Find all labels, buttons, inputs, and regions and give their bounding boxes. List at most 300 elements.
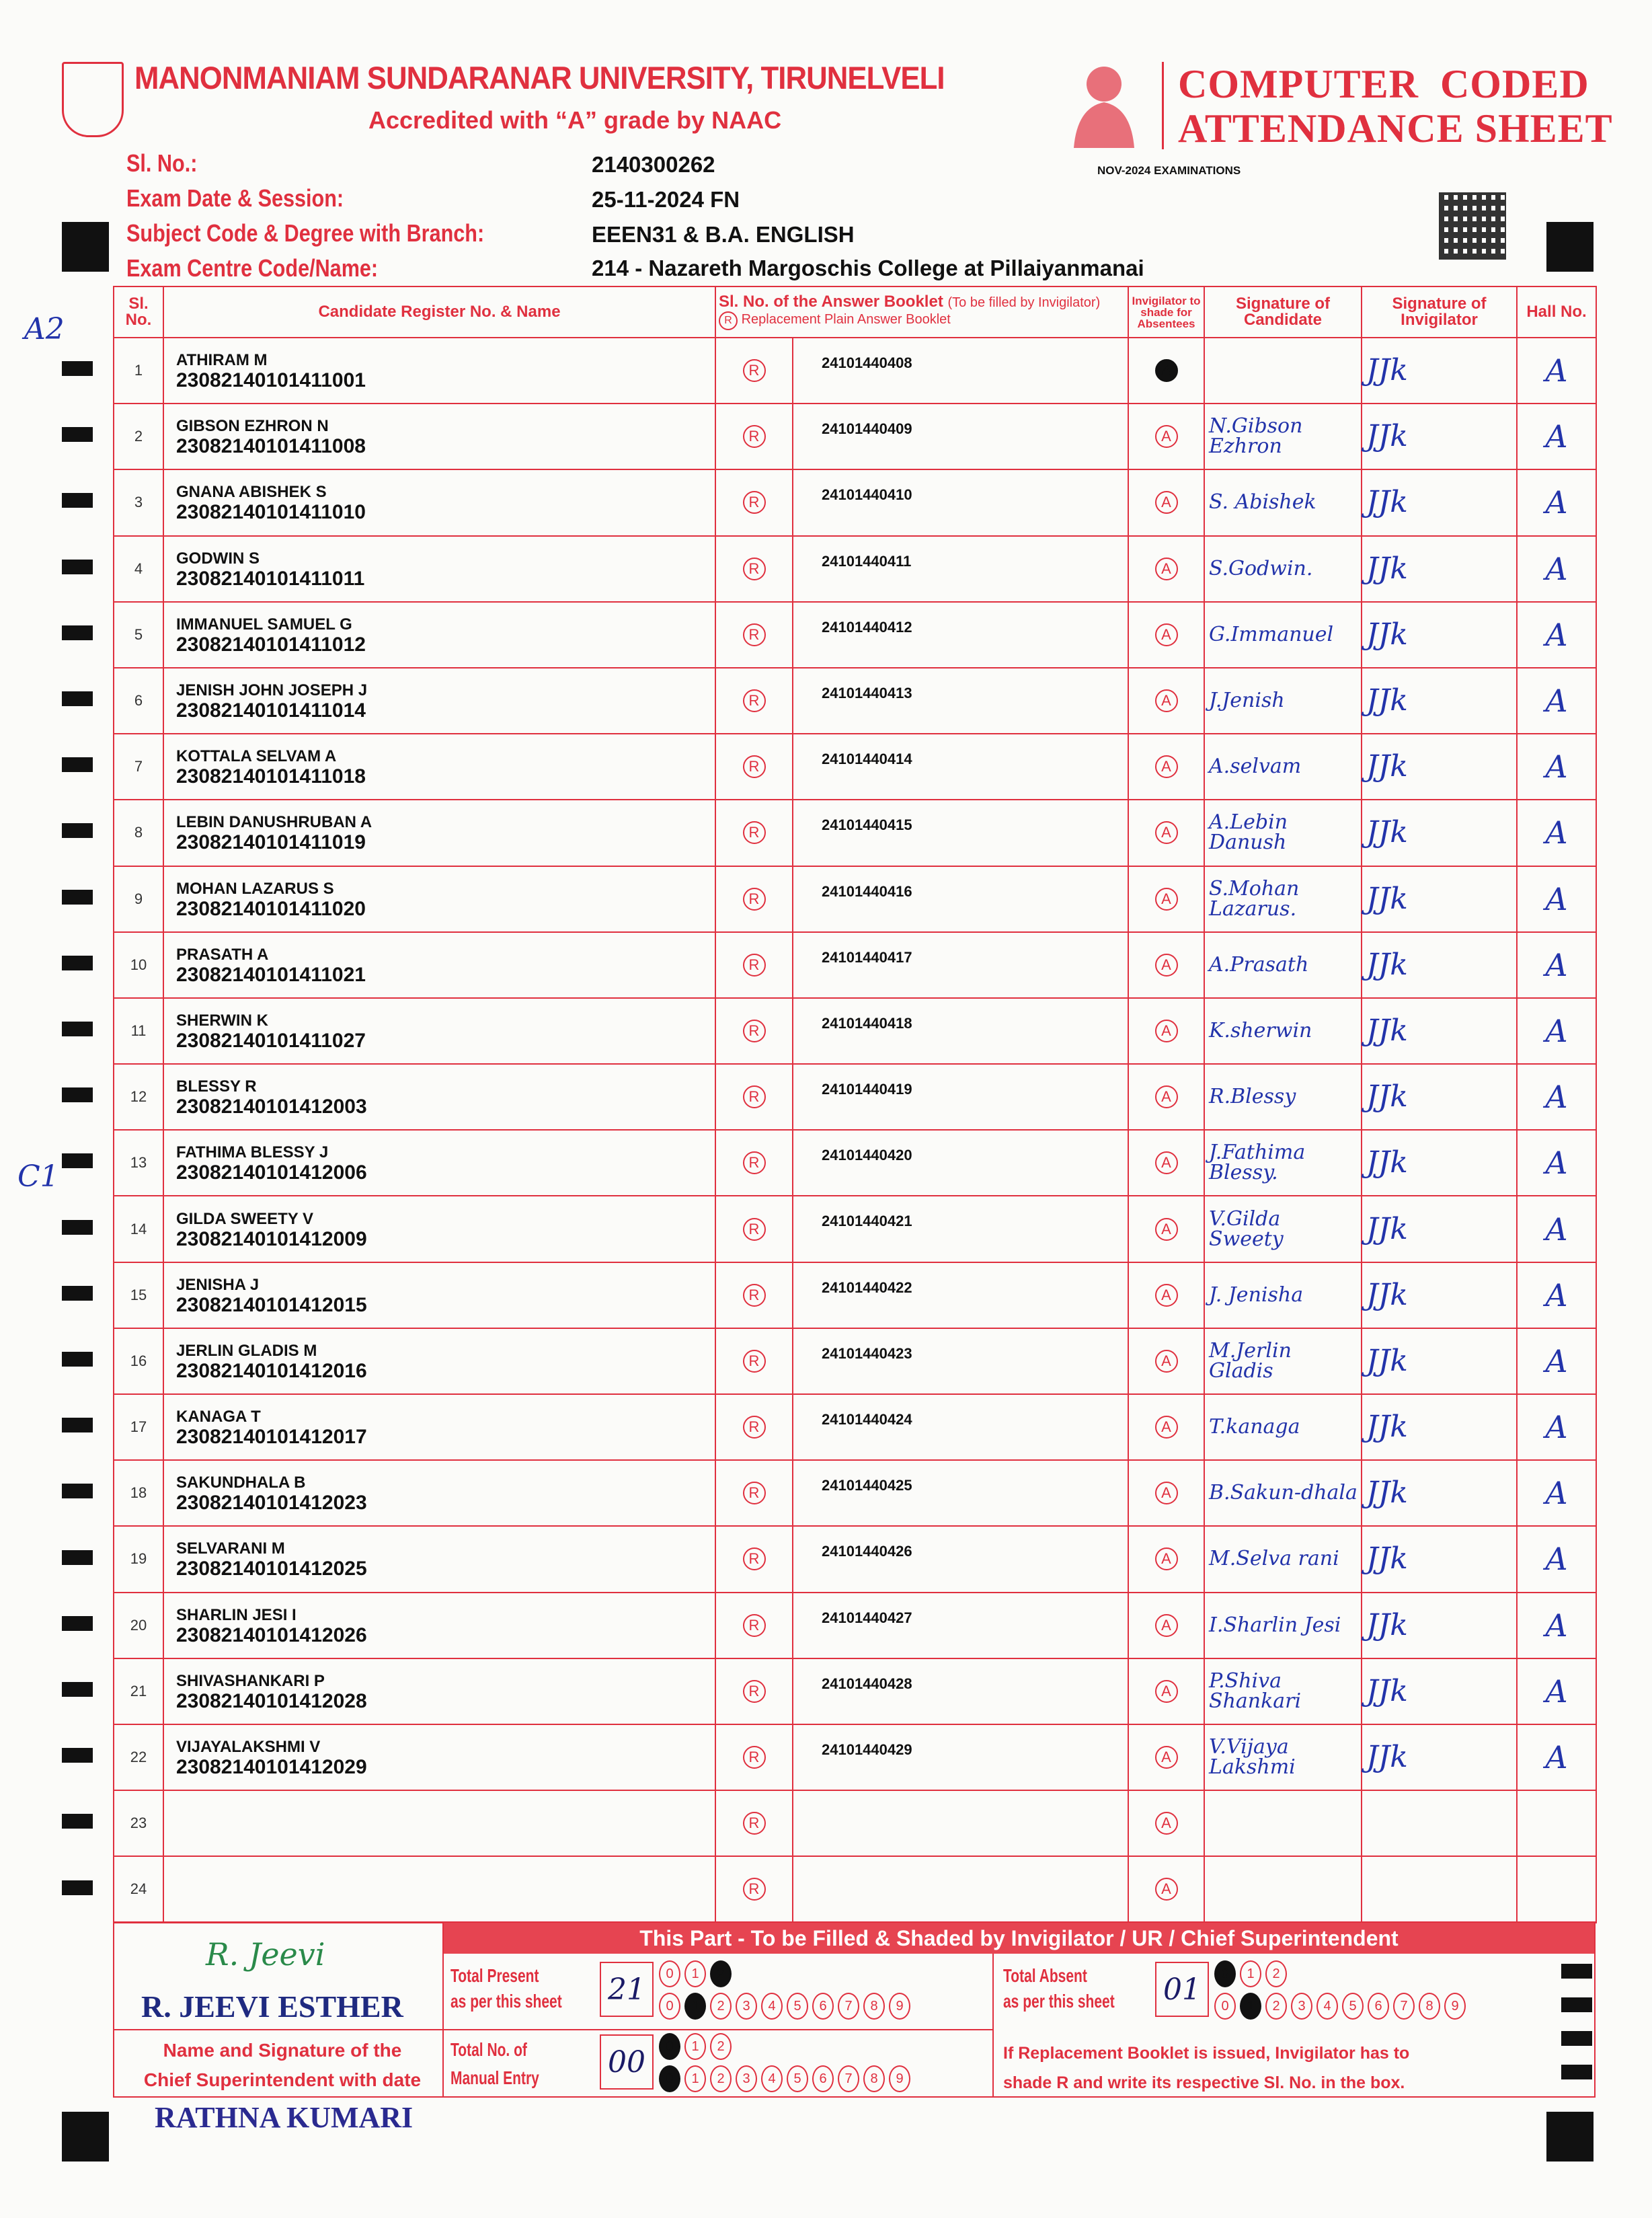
replacement-bubble[interactable]: R <box>743 1878 766 1901</box>
timing-mark <box>62 625 93 640</box>
replacement-bubble[interactable]: R <box>743 1284 766 1307</box>
candidate-signature <box>1204 1790 1362 1856</box>
divider <box>114 2029 992 2030</box>
hall-number: A <box>1517 1064 1596 1130</box>
digit-bubble[interactable]: 1 <box>684 1960 706 1987</box>
hall-number: A <box>1517 800 1596 866</box>
hall-number: A <box>1517 338 1596 404</box>
replacement-cell[interactable] <box>715 998 793 1064</box>
absentee-bubble[interactable]: A <box>1155 558 1178 580</box>
table-row <box>114 1724 1596 1790</box>
timing-mark <box>62 1814 93 1829</box>
timing-mark <box>62 956 93 970</box>
row-sl: 10 <box>114 932 163 998</box>
absentee-cell[interactable] <box>1128 998 1204 1064</box>
table-row <box>114 469 1596 535</box>
replacement-label: Replacement Plain Answer Booklet <box>741 312 951 327</box>
absentee-bubble[interactable]: A <box>1155 1614 1178 1637</box>
absentee-bubble[interactable]: A <box>1155 1218 1178 1241</box>
absentee-cell[interactable] <box>1128 1790 1204 1856</box>
replacement-bubble[interactable]: R <box>743 1020 766 1042</box>
hall-number: A <box>1517 998 1596 1064</box>
timing-mark <box>62 1087 93 1102</box>
hall-number: A <box>1517 404 1596 469</box>
footer-section <box>113 1921 1596 2134</box>
absentee-bubble[interactable]: A <box>1155 1482 1178 1504</box>
replacement-bubble[interactable]: R <box>743 359 766 382</box>
booklet-number[interactable]: 24101440418 <box>793 998 1128 1064</box>
centre-value: 214 - Nazareth Margoschis College at Pillaiyanmanai <box>592 256 1144 280</box>
present-label-2: as per this sheet <box>450 1991 562 2012</box>
absentee-cell[interactable] <box>1128 1130 1204 1196</box>
absentee-bubble[interactable]: A <box>1155 821 1178 844</box>
timing-mark <box>62 1418 93 1432</box>
digit-bubble[interactable]: 7 <box>838 2065 859 2092</box>
replacement-bubble[interactable]: R <box>743 1482 766 1504</box>
table-row <box>114 536 1596 602</box>
digit-bubble[interactable]: 2 <box>710 1960 732 1987</box>
manual-box[interactable]: 00 <box>600 2034 654 2090</box>
absentee-cell[interactable] <box>1128 404 1204 469</box>
register-number: 23082140101412025 <box>176 1558 367 1580</box>
booklet-note: (To be filled by Invigilator) <box>947 295 1101 310</box>
table-row <box>114 1658 1596 1724</box>
booklet-number[interactable]: 24101440429 <box>793 1724 1128 1790</box>
replacement-bubble[interactable]: R <box>743 1547 766 1570</box>
booklet-number[interactable]: 24101440413 <box>793 668 1128 734</box>
replacement-cell[interactable] <box>715 1064 793 1130</box>
candidate-cell <box>163 338 715 404</box>
absent-label-1: Total Absent <box>1003 1965 1087 1986</box>
candidate-name: MOHAN LAZARUS S <box>176 879 334 898</box>
digit-bubble[interactable]: 2 <box>1265 1993 1287 2020</box>
absentee-bubble[interactable]: A <box>1155 425 1178 448</box>
register-number: 23082140101412006 <box>176 1161 367 1184</box>
row-sl: 7 <box>114 734 163 800</box>
replacement-bubble[interactable]: R <box>743 1746 766 1769</box>
invigilator-signature: R. Jeevi <box>206 1936 325 1973</box>
present-units-bubbles[interactable] <box>659 1993 910 2020</box>
candidate-name: PRASATH A <box>176 945 269 964</box>
absentee-cell[interactable] <box>1128 800 1204 866</box>
digit-bubble[interactable]: 9 <box>889 2065 910 2092</box>
sheet-title <box>1178 62 1613 151</box>
digit-bubble[interactable]: 4 <box>761 1993 783 2020</box>
candidate-signature <box>1204 1856 1362 1922</box>
absentee-bubble[interactable]: A <box>1155 1284 1178 1307</box>
absentee-cell[interactable] <box>1128 1262 1204 1328</box>
replacement-bubble[interactable]: R <box>743 1350 766 1373</box>
replacement-bubble[interactable]: R <box>743 1416 766 1439</box>
absentee-cell[interactable] <box>1128 668 1204 734</box>
candidate-cell <box>163 1658 715 1724</box>
candidate-name: GODWIN S <box>176 549 260 568</box>
absentee-bubble[interactable]: A <box>1155 888 1178 911</box>
digit-bubble[interactable]: 1 <box>684 2033 706 2060</box>
register-number: 23082140101412017 <box>176 1426 367 1449</box>
replacement-cell[interactable] <box>715 1460 793 1526</box>
row-sl: 9 <box>114 866 163 932</box>
absentee-cell[interactable] <box>1128 932 1204 998</box>
booklet-number[interactable]: 24101440408 <box>793 338 1128 404</box>
replacement-bubble[interactable]: R <box>743 1680 766 1703</box>
qr-code <box>1439 192 1506 260</box>
digit-bubble[interactable]: 2 <box>710 1993 732 2020</box>
booklet-number[interactable]: 24101440427 <box>793 1593 1128 1658</box>
replacement-bubble[interactable]: R <box>743 558 766 580</box>
timing-mark <box>62 1880 93 1895</box>
row-sl: 19 <box>114 1526 163 1592</box>
digit-bubble[interactable]: 5 <box>787 1993 808 2020</box>
invigilator-signature: JJk <box>1362 734 1517 800</box>
digit-bubble[interactable]: 4 <box>1316 1993 1338 2020</box>
digit-bubble[interactable]: 2 <box>710 2033 732 2060</box>
absentee-cell[interactable] <box>1128 1328 1204 1394</box>
register-number: 23082140101411021 <box>176 963 366 986</box>
manual-tens-bubbles[interactable] <box>659 2033 732 2060</box>
invigilator-signature: JJk <box>1362 1724 1517 1790</box>
booklet-number[interactable]: 24101440422 <box>793 1262 1128 1328</box>
digit-bubble[interactable]: 8 <box>863 1993 885 2020</box>
replacement-bubble[interactable]: R <box>743 491 766 514</box>
present-label <box>450 1963 562 2014</box>
replacement-bubble[interactable]: R <box>743 1085 766 1108</box>
booklet-number[interactable]: 24101440425 <box>793 1460 1128 1526</box>
absentee-bubble[interactable]: A <box>1155 1812 1178 1835</box>
candidate-signature: M.Jerlin Gladis <box>1204 1328 1362 1394</box>
replacement-bubble[interactable]: R <box>743 1614 766 1637</box>
replacement-bubble[interactable]: R <box>743 755 766 778</box>
candidate-signature: S.Godwin. <box>1204 536 1362 602</box>
candidate-name: IMMANUEL SAMUEL G <box>176 615 352 634</box>
candidate-name: BLESSY R <box>176 1077 257 1096</box>
replacement-bubble[interactable]: R <box>743 1218 766 1241</box>
replacement-cell[interactable] <box>715 1394 793 1460</box>
absentee-cell[interactable] <box>1128 1658 1204 1724</box>
absentee-bubble[interactable]: A <box>1155 1746 1178 1769</box>
digit-bubble[interactable]: 0 <box>659 1960 680 1987</box>
digit-bubble[interactable]: 2 <box>710 2065 732 2092</box>
col-hall: Hall No. <box>1517 286 1596 338</box>
digit-bubble[interactable]: 9 <box>1444 1993 1466 2020</box>
timing-mark <box>62 1616 93 1631</box>
candidate-signature: S. Abishek <box>1204 469 1362 535</box>
absent-units-bubbles[interactable] <box>1214 1993 1466 2020</box>
booklet-number[interactable]: 24101440424 <box>793 1394 1128 1460</box>
timing-mark <box>62 1022 93 1036</box>
booklet-number[interactable]: 24101440412 <box>793 602 1128 668</box>
replacement-cell[interactable] <box>715 734 793 800</box>
row-sl: 8 <box>114 800 163 866</box>
digit-bubble[interactable]: 6 <box>812 2065 834 2092</box>
row-sl: 4 <box>114 536 163 602</box>
table-row <box>114 1526 1596 1592</box>
candidate-name: GIBSON EZHRON N <box>176 417 329 436</box>
digit-bubble[interactable]: 8 <box>863 2065 885 2092</box>
invigilator-signature: JJk <box>1362 469 1517 535</box>
invigilator-signature: JJk <box>1362 1064 1517 1130</box>
absentee-bubble[interactable]: A <box>1155 954 1178 977</box>
footer-band: This Part - To be Filled & Shaded by Invigilator / UR / Chief Superintendent <box>444 1923 1594 1954</box>
candidate-cell <box>163 1328 715 1394</box>
divider <box>442 1923 444 2096</box>
candidate-signature: M.Selva rani <box>1204 1526 1362 1592</box>
absentee-bubble[interactable]: A <box>1155 623 1178 646</box>
absentee-bubble[interactable]: A <box>1155 755 1178 778</box>
sheet-title-line2: ATTENDANCE SHEET <box>1178 106 1613 151</box>
invigilator-signature: JJk <box>1362 602 1517 668</box>
replacement-cell[interactable] <box>715 1196 793 1262</box>
timing-mark <box>62 757 93 772</box>
attendance-table <box>113 286 1597 1923</box>
digit-bubble[interactable]: 6 <box>812 1993 834 2020</box>
timing-mark <box>62 890 93 905</box>
absentee-cell[interactable] <box>1128 1526 1204 1592</box>
absentee-cell[interactable] <box>1128 1394 1204 1460</box>
digit-bubble[interactable]: 1 <box>1240 1960 1261 1987</box>
digit-bubble[interactable]: 1 <box>1240 1993 1261 2020</box>
absentee-bubble[interactable]: A <box>1155 1151 1178 1174</box>
replacement-cell[interactable] <box>715 866 793 932</box>
register-number: 23082140101412028 <box>176 1689 367 1712</box>
r-symbol: R <box>719 311 738 330</box>
replacement-bubble[interactable]: R <box>743 1812 766 1835</box>
chief-stamp: RATHNA KUMARI <box>155 2101 414 2134</box>
absentee-bubble[interactable]: A <box>1155 359 1178 382</box>
booklet-number[interactable]: 24101440423 <box>793 1328 1128 1394</box>
booklet-number[interactable]: 24101440411 <box>793 536 1128 602</box>
replacement-bubble[interactable]: R <box>743 821 766 844</box>
absentee-cell[interactable] <box>1128 536 1204 602</box>
hall-number: A <box>1517 668 1596 734</box>
register-number: 23082140101412023 <box>176 1492 367 1515</box>
candidate-cell <box>163 1262 715 1328</box>
replacement-cell[interactable] <box>715 1790 793 1856</box>
absentee-bubble[interactable]: A <box>1155 1547 1178 1570</box>
replacement-cell[interactable] <box>715 404 793 469</box>
replacement-cell[interactable] <box>715 469 793 535</box>
replacement-cell[interactable] <box>715 1593 793 1658</box>
candidate-cell <box>163 602 715 668</box>
replacement-cell[interactable] <box>715 602 793 668</box>
absentee-cell[interactable] <box>1128 734 1204 800</box>
table-row <box>114 1790 1596 1856</box>
replacement-bubble[interactable]: R <box>743 425 766 448</box>
candidate-cell <box>163 734 715 800</box>
corner-mark <box>62 2112 109 2162</box>
digit-bubble[interactable]: 4 <box>761 2065 783 2092</box>
candidate-name: VIJAYALAKSHMI V <box>176 1738 321 1757</box>
booklet-number[interactable]: 24101440419 <box>793 1064 1128 1130</box>
replacement-cell[interactable] <box>715 338 793 404</box>
candidate-cell <box>163 1856 715 1922</box>
digit-bubble[interactable]: 6 <box>1368 1993 1389 2020</box>
booklet-number[interactable]: 24101440416 <box>793 866 1128 932</box>
candidate-cell <box>163 866 715 932</box>
booklet-number[interactable]: 24101440428 <box>793 1658 1128 1724</box>
digit-bubble[interactable]: 7 <box>1393 1993 1415 2020</box>
digit-bubble[interactable]: 3 <box>736 1993 757 2020</box>
booklet-number[interactable]: 24101440409 <box>793 404 1128 469</box>
candidate-signature: A.Prasath <box>1204 932 1362 998</box>
timing-mark <box>62 1153 93 1168</box>
replacement-cell[interactable] <box>715 1328 793 1394</box>
invigilator-signature: JJk <box>1362 1460 1517 1526</box>
absent-box[interactable]: 01 <box>1155 1962 1209 2017</box>
candidate-cell <box>163 668 715 734</box>
absentee-bubble[interactable]: A <box>1155 1416 1178 1439</box>
digit-bubble[interactable]: 3 <box>1291 1993 1312 2020</box>
replacement-cell[interactable] <box>715 668 793 734</box>
candidate-cell <box>163 998 715 1064</box>
replacement-bubble[interactable]: R <box>743 954 766 977</box>
digit-bubble[interactable]: 5 <box>1342 1993 1364 2020</box>
digit-bubble[interactable]: 9 <box>889 1993 910 2020</box>
absentee-bubble[interactable]: A <box>1155 1350 1178 1373</box>
digit-bubble[interactable]: 0 <box>1214 1993 1236 2020</box>
table-row <box>114 1130 1596 1196</box>
digit-bubble[interactable]: 1 <box>684 1993 706 2020</box>
replacement-bubble[interactable]: R <box>743 689 766 712</box>
absentee-bubble[interactable]: A <box>1155 1085 1178 1108</box>
candidate-signature: V.Gilda Sweety <box>1204 1196 1362 1262</box>
absentee-bubble[interactable]: A <box>1155 1878 1178 1901</box>
present-box[interactable]: 21 <box>600 1962 654 2017</box>
candidate-name: SELVARANI M <box>176 1539 285 1558</box>
timing-mark <box>62 691 93 706</box>
manual-units-bubbles[interactable] <box>659 2065 910 2092</box>
replacement-cell[interactable] <box>715 1526 793 1592</box>
candidate-signature: P.Shiva Shankari <box>1204 1658 1362 1724</box>
absentee-cell[interactable] <box>1128 1196 1204 1262</box>
candidate-signature: J.Fathima Blessy. <box>1204 1130 1362 1196</box>
sl-no-value: 2140300262 <box>592 152 715 177</box>
booklet-number[interactable]: 24101440414 <box>793 734 1128 800</box>
row-sl: 17 <box>114 1394 163 1460</box>
digit-bubble[interactable]: 0 <box>1214 1960 1236 1987</box>
digit-bubble[interactable]: 1 <box>684 2065 706 2092</box>
invigilator-signature: JJk <box>1362 1196 1517 1262</box>
digit-bubble[interactable]: 7 <box>838 1993 859 2020</box>
invigilator-signature: JJk <box>1362 932 1517 998</box>
replacement-cell[interactable] <box>715 1130 793 1196</box>
absentee-bubble[interactable]: A <box>1155 1020 1178 1042</box>
register-number: 23082140101411010 <box>176 501 366 524</box>
table-row <box>114 1856 1596 1922</box>
replacement-bubble[interactable]: R <box>743 1151 766 1174</box>
candidate-cell <box>163 536 715 602</box>
replacement-cell[interactable] <box>715 800 793 866</box>
absentee-bubble[interactable]: A <box>1155 491 1178 514</box>
digit-bubble[interactable]: 5 <box>787 2065 808 2092</box>
table-row <box>114 800 1596 866</box>
hall-number: A <box>1517 734 1596 800</box>
present-tens-bubbles[interactable] <box>659 1960 732 1987</box>
digit-bubble[interactable]: 2 <box>1265 1960 1287 1987</box>
row-sl: 14 <box>114 1196 163 1262</box>
margin-note: A2 <box>24 312 65 346</box>
digit-bubble[interactable]: 3 <box>736 2065 757 2092</box>
timing-mark <box>62 493 93 508</box>
candidate-cell <box>163 1460 715 1526</box>
replacement-cell[interactable] <box>715 1856 793 1922</box>
row-sl: 1 <box>114 338 163 404</box>
replacement-cell[interactable] <box>715 536 793 602</box>
absentee-cell[interactable] <box>1128 1460 1204 1526</box>
replacement-cell[interactable] <box>715 1262 793 1328</box>
invigilator-signature: JJk <box>1362 1526 1517 1592</box>
absentee-cell[interactable] <box>1128 1064 1204 1130</box>
digit-bubble[interactable]: 0 <box>659 1993 680 2020</box>
absentee-cell[interactable] <box>1128 1593 1204 1658</box>
replacement-cell[interactable] <box>715 932 793 998</box>
absent-tens-bubbles[interactable] <box>1214 1960 1287 1987</box>
replacement-cell[interactable] <box>715 1724 793 1790</box>
replacement-cell[interactable] <box>715 1658 793 1724</box>
table-row <box>114 668 1596 734</box>
replacement-bubble[interactable]: R <box>743 888 766 911</box>
invigilator-signature <box>1362 1856 1517 1922</box>
row-sl: 16 <box>114 1328 163 1394</box>
booklet-number[interactable]: 24101440410 <box>793 469 1128 535</box>
register-number: 23082140101412009 <box>176 1227 367 1250</box>
absentee-bubble[interactable]: A <box>1155 689 1178 712</box>
university-logo <box>62 62 124 137</box>
digit-bubble[interactable]: 0 <box>659 2065 680 2092</box>
booklet-number[interactable]: 24101440421 <box>793 1196 1128 1262</box>
absentee-cell[interactable] <box>1128 1856 1204 1922</box>
table-row <box>114 338 1596 404</box>
candidate-name: GNANA ABISHEK S <box>176 483 327 502</box>
register-number: 23082140101411011 <box>176 567 365 590</box>
booklet-number[interactable]: 24101440417 <box>793 932 1128 998</box>
table-row <box>114 1460 1596 1526</box>
candidate-cell <box>163 1526 715 1592</box>
replacement-bubble[interactable]: R <box>743 623 766 646</box>
timing-mark <box>62 1550 93 1565</box>
absentee-cell[interactable] <box>1128 338 1204 404</box>
replacement-note-2: shade R and write its respective Sl. No. in the box. <box>1003 2073 1405 2092</box>
register-number: 23082140101411019 <box>176 831 366 854</box>
candidate-signature: S.Mohan Lazarus. <box>1204 866 1362 932</box>
chief-superintendent-label: Name and Signature of the Chief Superintendent with date <box>143 2040 422 2090</box>
digit-bubble[interactable]: 8 <box>1419 1993 1440 2020</box>
booklet-number[interactable] <box>793 1790 1128 1856</box>
absentee-bubble[interactable]: A <box>1155 1680 1178 1703</box>
timing-mark <box>62 361 93 376</box>
candidate-signature: V.Vijaya Lakshmi <box>1204 1724 1362 1790</box>
booklet-number[interactable]: 24101440420 <box>793 1130 1128 1196</box>
table-row <box>114 932 1596 998</box>
manual-label-2: Manual Entry <box>450 2067 539 2088</box>
absentee-cell[interactable] <box>1128 469 1204 535</box>
timing-mark <box>62 823 93 838</box>
table-row <box>114 734 1596 800</box>
hall-number: A <box>1517 1593 1596 1658</box>
booklet-number[interactable]: 24101440426 <box>793 1526 1128 1592</box>
col-absentee: Invigilator to shade for Absentees <box>1128 286 1204 338</box>
booklet-number[interactable]: 24101440415 <box>793 800 1128 866</box>
row-sl: 15 <box>114 1262 163 1328</box>
absentee-cell[interactable] <box>1128 602 1204 668</box>
digit-bubble[interactable]: 0 <box>659 2033 680 2060</box>
absentee-cell[interactable] <box>1128 1724 1204 1790</box>
sl-no-label: Sl. No.: <box>126 149 198 177</box>
row-sl: 20 <box>114 1593 163 1658</box>
absentee-cell[interactable] <box>1128 866 1204 932</box>
booklet-number[interactable] <box>793 1856 1128 1922</box>
row-sl: 12 <box>114 1064 163 1130</box>
